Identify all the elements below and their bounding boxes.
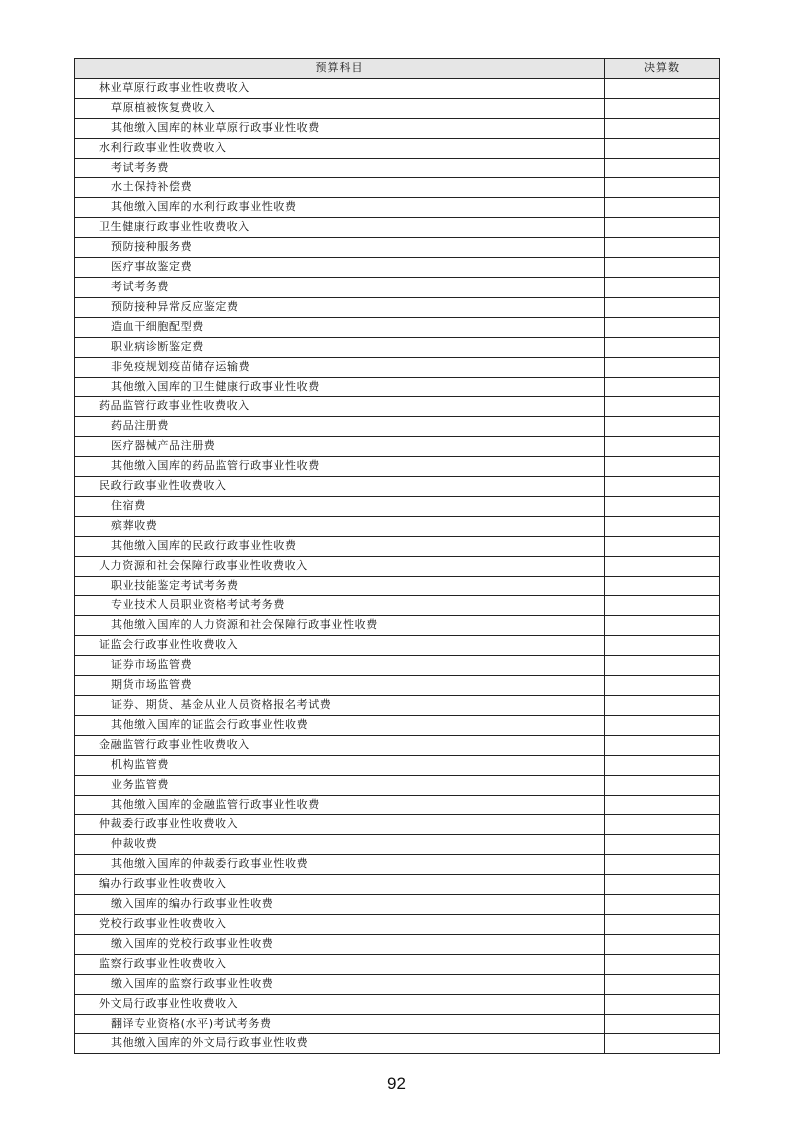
- table-row: [75, 496, 720, 516]
- subitem-cell: 机构监管费: [75, 755, 605, 775]
- subitem-cell: 造血干细胞配型费: [75, 317, 605, 337]
- table-row: [75, 815, 720, 835]
- table-row: [75, 158, 720, 178]
- category-cell: 外文局行政事业性收费收入: [75, 994, 605, 1014]
- table-row: [75, 1034, 720, 1054]
- category-cell: 水利行政事业性收费收入: [75, 138, 605, 158]
- subitem-cell: 其他缴入国库的药品监管行政事业性收费: [75, 457, 605, 477]
- subitem-cell: 其他缴入国库的人力资源和社会保障行政事业性收费: [75, 616, 605, 636]
- table-row: [75, 198, 720, 218]
- subitem-cell: 证券、期货、基金从业人员资格报名考试费: [75, 696, 605, 716]
- amount-cell: [605, 496, 720, 516]
- amount-cell: [605, 974, 720, 994]
- table-row: [75, 795, 720, 815]
- amount-cell: [605, 297, 720, 317]
- amount-cell: [605, 337, 720, 357]
- category-cell: 监察行政事业性收费收入: [75, 954, 605, 974]
- subitem-cell: 殡葬收费: [75, 516, 605, 536]
- amount-cell: [605, 616, 720, 636]
- amount-cell: [605, 377, 720, 397]
- table-row: [75, 875, 720, 895]
- amount-cell: [605, 457, 720, 477]
- subitem-cell: 仲裁收费: [75, 835, 605, 855]
- amount-cell: [605, 238, 720, 258]
- table-row: [75, 1014, 720, 1034]
- subitem-cell: 职业病诊断鉴定费: [75, 337, 605, 357]
- amount-cell: [605, 258, 720, 278]
- amount-cell: [605, 954, 720, 974]
- subitem-cell: 缴入国库的监察行政事业性收费: [75, 974, 605, 994]
- table-row: [75, 516, 720, 536]
- category-cell: 民政行政事业性收费收入: [75, 477, 605, 497]
- amount-cell: [605, 536, 720, 556]
- amount-cell: [605, 417, 720, 437]
- table-row: [75, 576, 720, 596]
- subitem-cell: 考试考务费: [75, 158, 605, 178]
- subitem-cell: 期货市场监管费: [75, 676, 605, 696]
- subitem-cell: 证券市场监管费: [75, 656, 605, 676]
- subitem-cell: 预防接种服务费: [75, 238, 605, 258]
- amount-cell: [605, 636, 720, 656]
- table-row: [75, 258, 720, 278]
- subitem-cell: 药品注册费: [75, 417, 605, 437]
- table-row: [75, 914, 720, 934]
- table-row: [75, 676, 720, 696]
- subitem-cell: 其他缴入国库的外文局行政事业性收费: [75, 1034, 605, 1054]
- table-row: [75, 218, 720, 238]
- table-row: [75, 954, 720, 974]
- amount-cell: [605, 218, 720, 238]
- subitem-cell: 缴入国库的党校行政事业性收费: [75, 934, 605, 954]
- amount-cell: [605, 477, 720, 497]
- amount-cell: [605, 934, 720, 954]
- table-row: [75, 178, 720, 198]
- subitem-cell: 其他缴入国库的林业草原行政事业性收费: [75, 118, 605, 138]
- subitem-cell: 住宿费: [75, 496, 605, 516]
- header-final-amount: 决算数: [605, 59, 720, 79]
- subitem-cell: 其他缴入国库的金融监管行政事业性收费: [75, 795, 605, 815]
- table-row: [75, 696, 720, 716]
- amount-cell: [605, 795, 720, 815]
- subitem-cell: 其他缴入国库的民政行政事业性收费: [75, 536, 605, 556]
- amount-cell: [605, 755, 720, 775]
- table-row: [75, 317, 720, 337]
- amount-cell: [605, 78, 720, 98]
- amount-cell: [605, 198, 720, 218]
- table-row: [75, 437, 720, 457]
- table-row: [75, 636, 720, 656]
- table-row: [75, 735, 720, 755]
- amount-cell: [605, 1014, 720, 1034]
- subitem-cell: 非免疫规划疫苗储存运输费: [75, 357, 605, 377]
- table-row: [75, 457, 720, 477]
- table-header: [75, 59, 720, 79]
- subitem-cell: 水土保持补偿费: [75, 178, 605, 198]
- amount-cell: [605, 855, 720, 875]
- amount-cell: [605, 815, 720, 835]
- category-cell: 党校行政事业性收费收入: [75, 914, 605, 934]
- table-row: [75, 238, 720, 258]
- amount-cell: [605, 735, 720, 755]
- amount-cell: [605, 158, 720, 178]
- subitem-cell: 其他缴入国库的仲裁委行政事业性收费: [75, 855, 605, 875]
- subitem-cell: 其他缴入国库的证监会行政事业性收费: [75, 715, 605, 735]
- table-row: [75, 477, 720, 497]
- amount-cell: [605, 676, 720, 696]
- table-row: [75, 78, 720, 98]
- amount-cell: [605, 696, 720, 716]
- amount-cell: [605, 516, 720, 536]
- amount-cell: [605, 576, 720, 596]
- subitem-cell: 职业技能鉴定考试考务费: [75, 576, 605, 596]
- amount-cell: [605, 994, 720, 1014]
- subitem-cell: 考试考务费: [75, 277, 605, 297]
- amount-cell: [605, 277, 720, 297]
- amount-cell: [605, 835, 720, 855]
- table-row: [75, 98, 720, 118]
- amount-cell: [605, 178, 720, 198]
- category-cell: 林业草原行政事业性收费收入: [75, 78, 605, 98]
- table-row: [75, 775, 720, 795]
- amount-cell: [605, 556, 720, 576]
- subitem-cell: 其他缴入国库的卫生健康行政事业性收费: [75, 377, 605, 397]
- subitem-cell: 草原植被恢复费收入: [75, 98, 605, 118]
- table-row: [75, 277, 720, 297]
- table-row: [75, 337, 720, 357]
- amount-cell: [605, 357, 720, 377]
- header-row: [75, 59, 720, 79]
- amount-cell: [605, 437, 720, 457]
- amount-cell: [605, 138, 720, 158]
- subitem-cell: 预防接种异常反应鉴定费: [75, 297, 605, 317]
- table-row: [75, 974, 720, 994]
- subitem-cell: 翻译专业资格(水平)考试考务费: [75, 1014, 605, 1034]
- table-row: [75, 934, 720, 954]
- category-cell: 仲裁委行政事业性收费收入: [75, 815, 605, 835]
- amount-cell: [605, 317, 720, 337]
- header-budget-item: 预算科目: [75, 59, 605, 79]
- subitem-cell: 医疗事故鉴定费: [75, 258, 605, 278]
- table-row: [75, 297, 720, 317]
- table-row: [75, 536, 720, 556]
- table-row: [75, 755, 720, 775]
- category-cell: 药品监管行政事业性收费收入: [75, 397, 605, 417]
- amount-cell: [605, 895, 720, 915]
- table-row: [75, 397, 720, 417]
- amount-cell: [605, 118, 720, 138]
- amount-cell: [605, 98, 720, 118]
- category-cell: 人力资源和社会保障行政事业性收费收入: [75, 556, 605, 576]
- subitem-cell: 缴入国库的编办行政事业性收费: [75, 895, 605, 915]
- amount-cell: [605, 656, 720, 676]
- page-number: 92: [387, 1074, 406, 1093]
- category-cell: 编办行政事业性收费收入: [75, 875, 605, 895]
- subitem-cell: 专业技术人员职业资格考试考务费: [75, 596, 605, 616]
- subitem-cell: 业务监管费: [75, 775, 605, 795]
- table-row: [75, 855, 720, 875]
- amount-cell: [605, 596, 720, 616]
- table-row: [75, 357, 720, 377]
- subitem-cell: 医疗器械产品注册费: [75, 437, 605, 457]
- table-row: [75, 656, 720, 676]
- amount-cell: [605, 397, 720, 417]
- table-row: [75, 715, 720, 735]
- table-row: [75, 118, 720, 138]
- budget-table: [74, 58, 720, 1054]
- table-row: [75, 596, 720, 616]
- amount-cell: [605, 914, 720, 934]
- table-row: [75, 895, 720, 915]
- amount-cell: [605, 1034, 720, 1054]
- amount-cell: [605, 715, 720, 735]
- table-row: [75, 994, 720, 1014]
- amount-cell: [605, 875, 720, 895]
- amount-cell: [605, 775, 720, 795]
- table-row: [75, 556, 720, 576]
- table-row: [75, 377, 720, 397]
- table-row: [75, 616, 720, 636]
- category-cell: 卫生健康行政事业性收费收入: [75, 218, 605, 238]
- subitem-cell: 其他缴入国库的水利行政事业性收费: [75, 198, 605, 218]
- table-body: [75, 78, 720, 1053]
- table-row: [75, 138, 720, 158]
- category-cell: 金融监管行政事业性收费收入: [75, 735, 605, 755]
- table-row: [75, 417, 720, 437]
- table-row: [75, 835, 720, 855]
- category-cell: 证监会行政事业性收费收入: [75, 636, 605, 656]
